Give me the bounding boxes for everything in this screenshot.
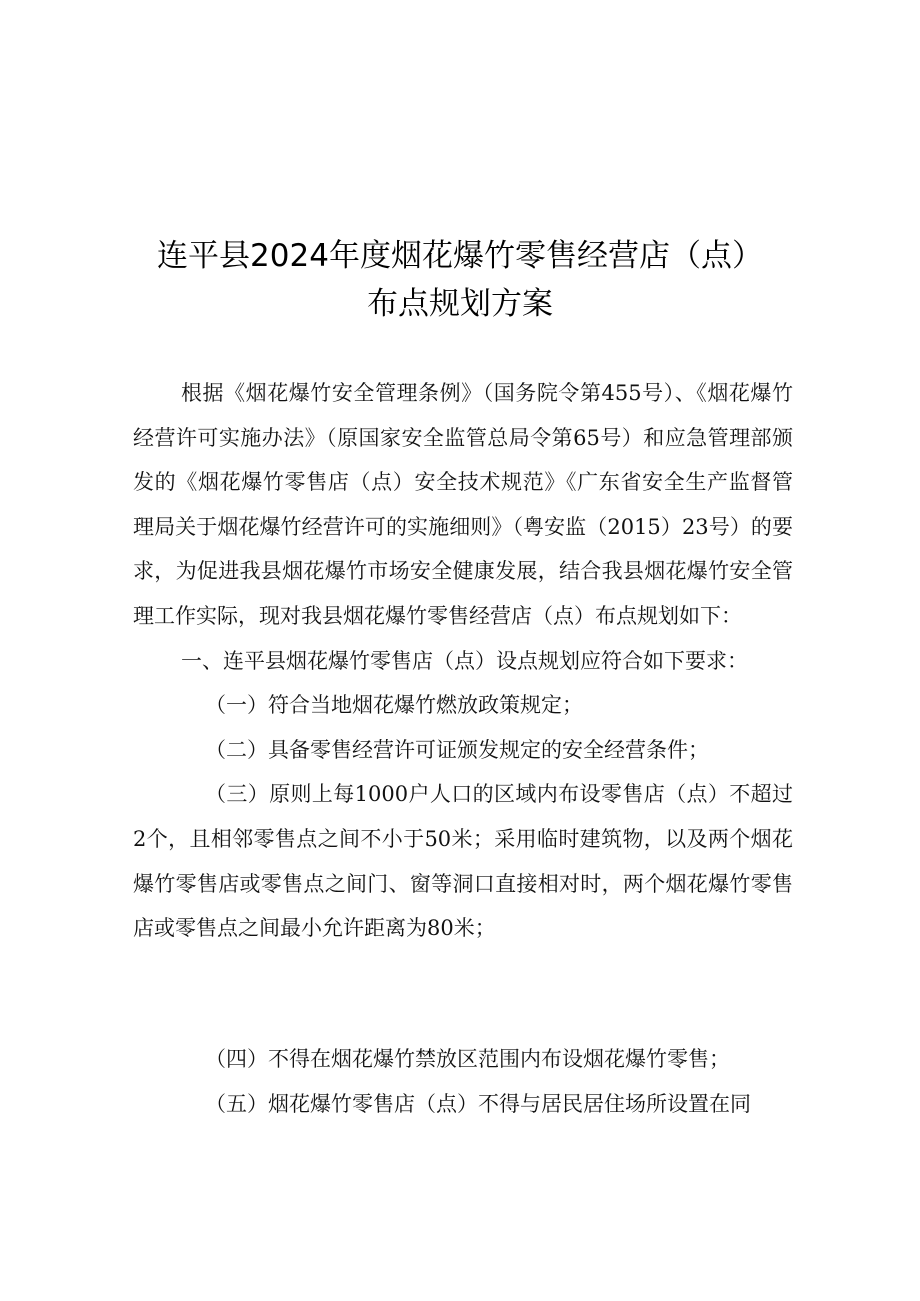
intro-paragraph: 根据《烟花爆竹安全管理条例》（国务院令第455号）、《烟花爆竹经营许可实施办法》（原国家安全监管总局令第65号）和应急管理部颁发的《烟花爆竹零售店（点）安全技术规范》《广东省安全生产监督管理局关于烟花爆竹经营许可的实施细则》（粤安监（2015）23号）的要求，为促进我县烟花爆竹市场安全健康发展，结合我县烟花爆竹安全管理工作实际，现对我县烟花爆竹零售经营店（点）布点规划如下：: [133, 381, 793, 628]
requirement-2: （二）具备零售经营许可证颁发规定的安全经营条件；: [205, 737, 709, 762]
document-title-line-1: 连平县2024年度烟花爆竹零售经营店（点）: [157, 238, 763, 274]
requirement-4: （四）不得在烟花爆竹禁放区范围内布设烟花爆竹零售；: [205, 1047, 730, 1071]
document-title-line-2: 布点规划方案: [367, 286, 553, 322]
requirement-3: （三）原则上每1000户人口的区域内布设零售店（点）不超过2个，且相邻零售点之间不小于50米；采用临时建筑物，以及两个烟花爆竹零售店或零售点之间门、窗等洞口直接相对时，两个烟花爆竹零售店或零售点之间最小允许距离为80米；: [133, 782, 793, 941]
section-1-heading: 一、连平县烟花爆竹零售店（点）设点规划应符合如下要求：: [181, 648, 748, 673]
requirement-5: （五）烟花爆竹零售店（点）不得与居民居住场所设置在同: [205, 1091, 751, 1116]
requirement-1: （一）符合当地烟花爆竹燃放政策规定；: [205, 693, 583, 718]
document-body-continued: [133, 1037, 793, 1126]
document-body: [133, 371, 793, 951]
